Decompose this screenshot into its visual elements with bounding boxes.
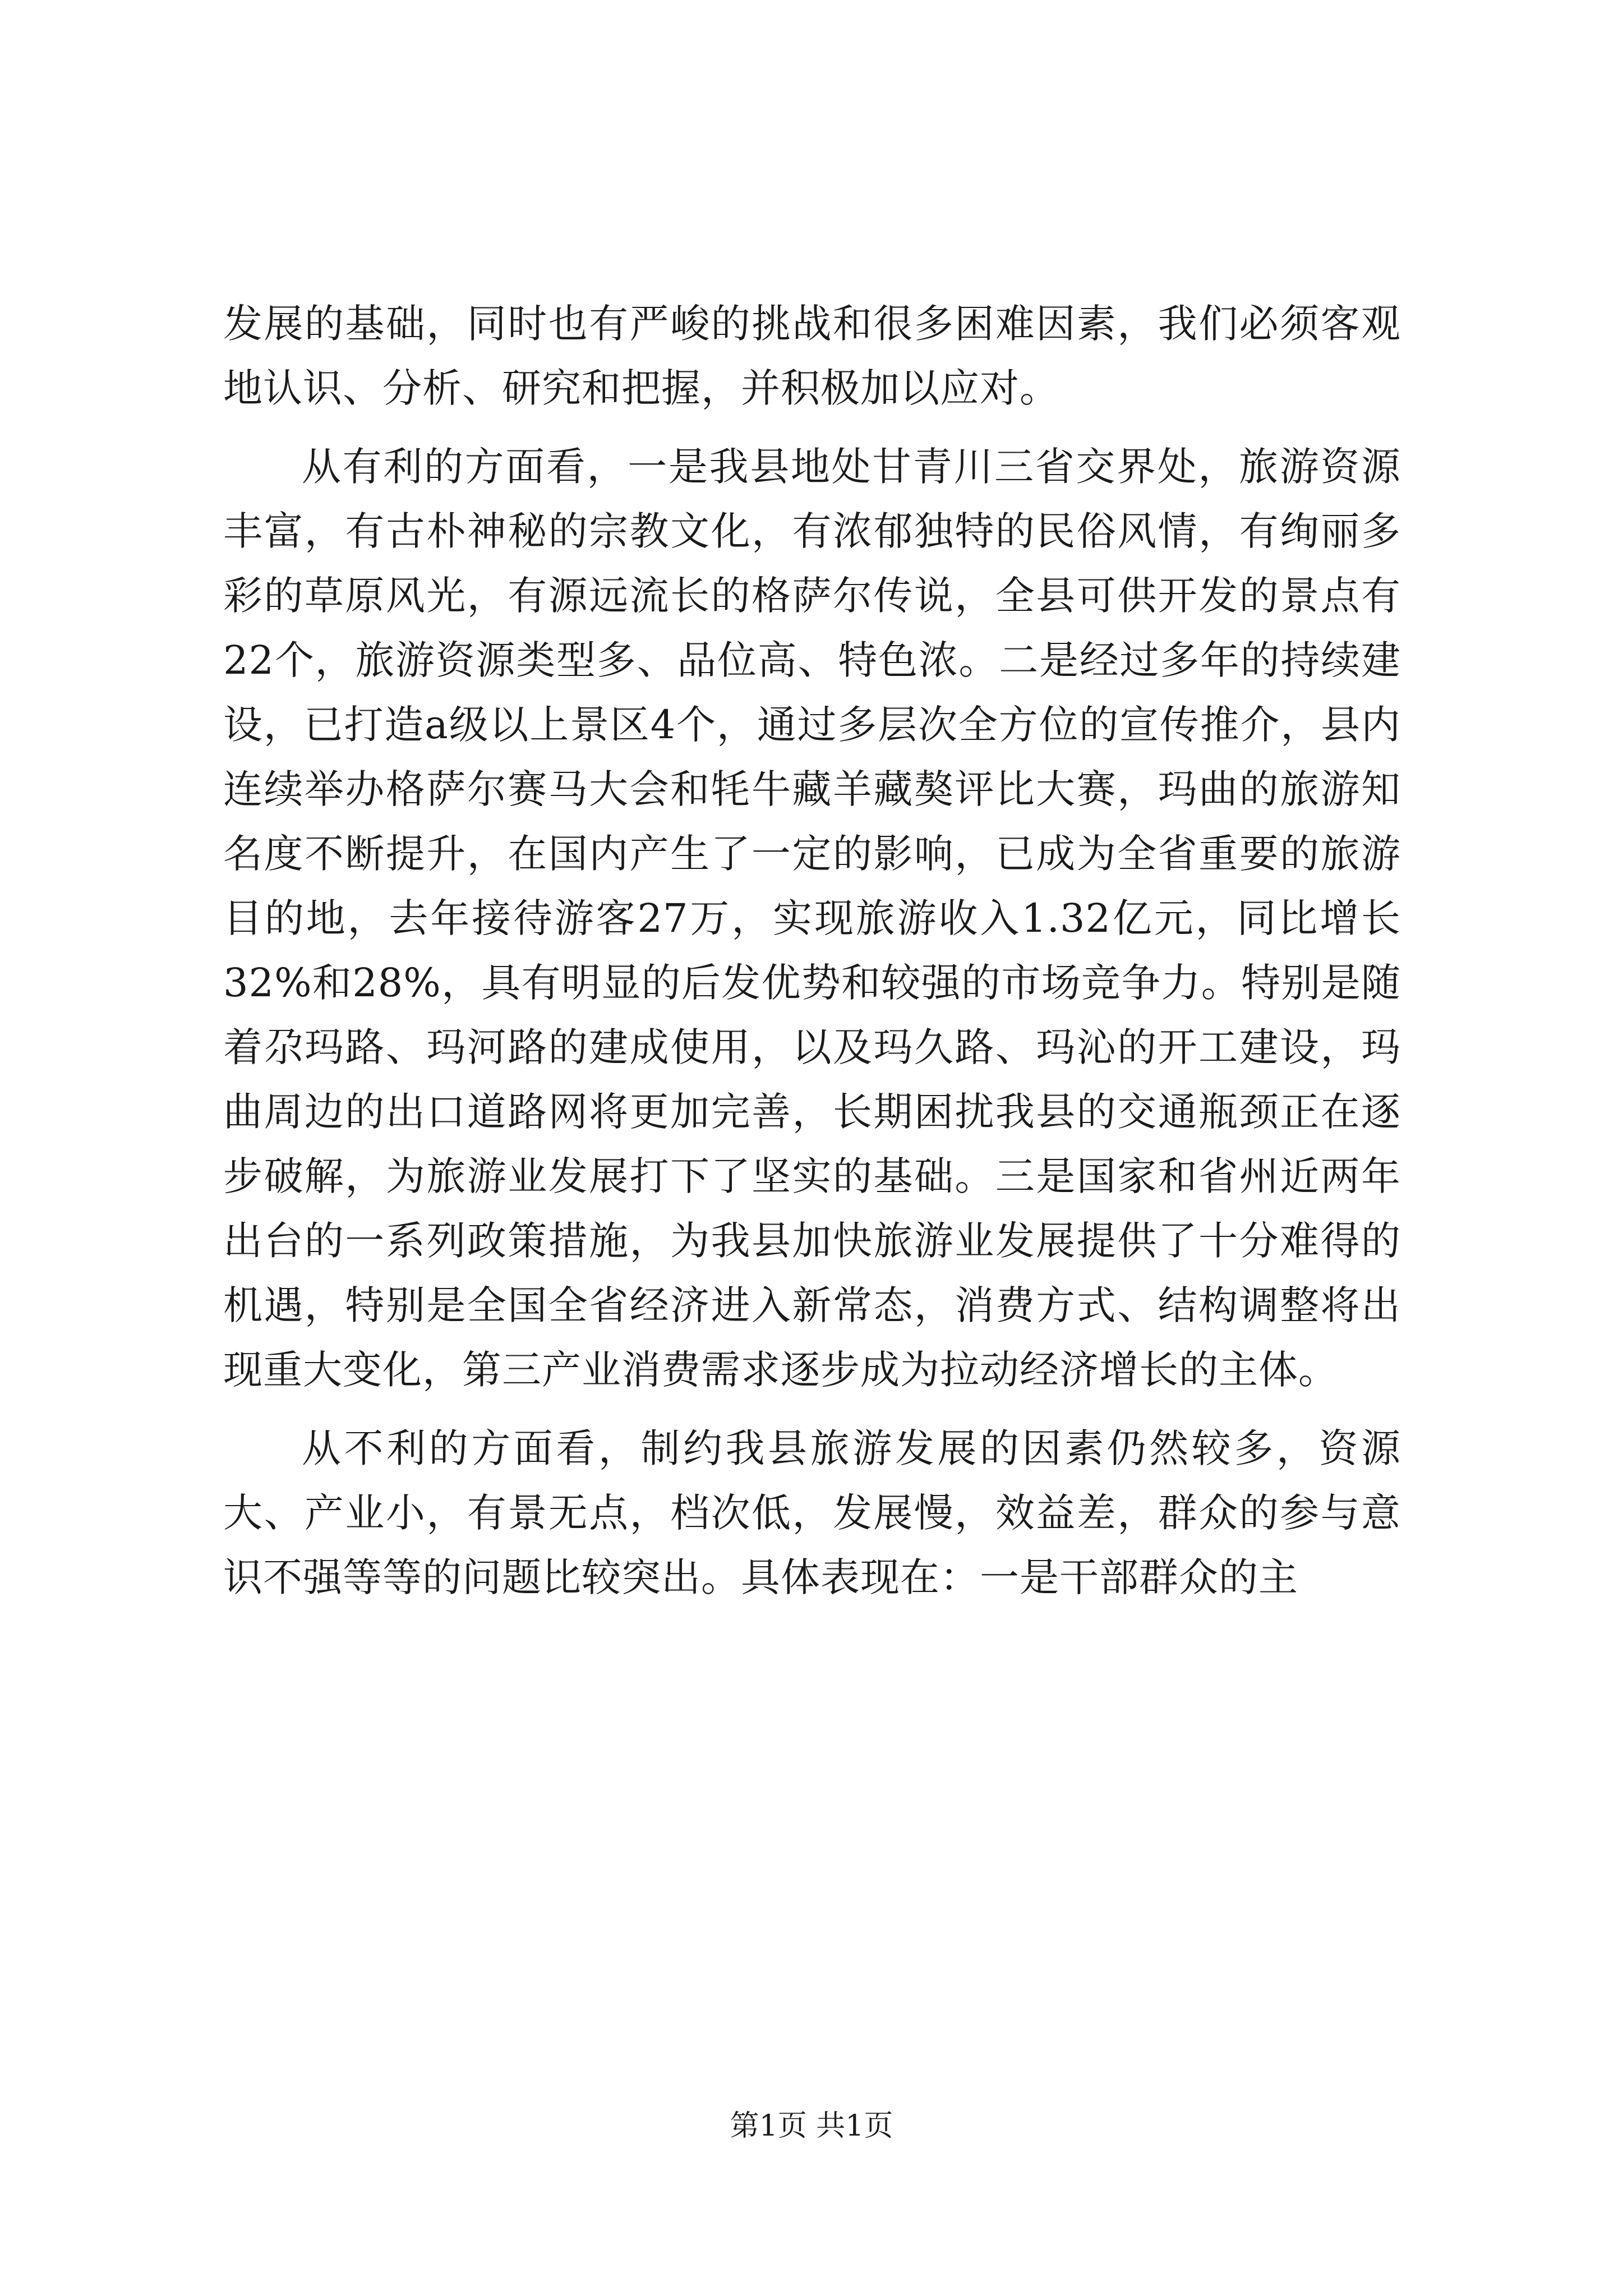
body-text (223, 292, 1401, 1610)
paragraph-advantages: 从有利的方面看，一是我县地处甘青川三省交界处，旅游资源丰富，有古朴神秘的宗教文化，有浓郁独特的民俗风情，有绚丽多彩的草原风光，有源远流长的格萨尔传说，全县可供开发的景点有22个，旅游资源类型多、品位高、特色浓。二是经过多年的持续建设，已打造a级以上景区4个，通过多层次全方位的宣传推介，县内连续举办格萨尔赛马大会和牦牛藏羊藏獒评比大赛，玛曲的旅游知名度不断提升，在国内产生了一定的影响，已成为全省重要的旅游目的地，去年接待游客27万，实现旅游收入1.32亿元，同比增长32%和28%，具有明显的后发优势和较强的市场竞争力。特别是随着尕玛路、玛河路的建成使用，以及玛久路、玛沁的开工建设，玛曲周边的出口道路网将更加完善，长期困扰我县的交通瓶颈正在逐步破解，为旅游业发展打下了坚实的基础。三是国家和省州近两年出台的一系列政策措施，为我县加快旅游业发展提供了十分难得的机遇，特别是全国全省经济进入新常态，消费方式、结构调整将出现重大变化，第三产业消费需求逐步成为拉动经济增长的主体。 (223, 444, 1401, 1393)
paragraph-continued: 发展的基础，同时也有严峻的挑战和很多困难因素，我们必须客观地认识、分析、研究和把握，并积极加以应对。 (223, 301, 1401, 411)
page-footer: 第1页 共1页 (730, 2109, 893, 2143)
paragraph-disadvantages: 从不利的方面看，制约我县旅游发展的因素仍然较多，资源大、产业小，有景无点，档次低，发展慢，效益差，群众的参与意识不强等等的问题比较突出。具体表现在：一是干部群众的主 (223, 1425, 1401, 1600)
